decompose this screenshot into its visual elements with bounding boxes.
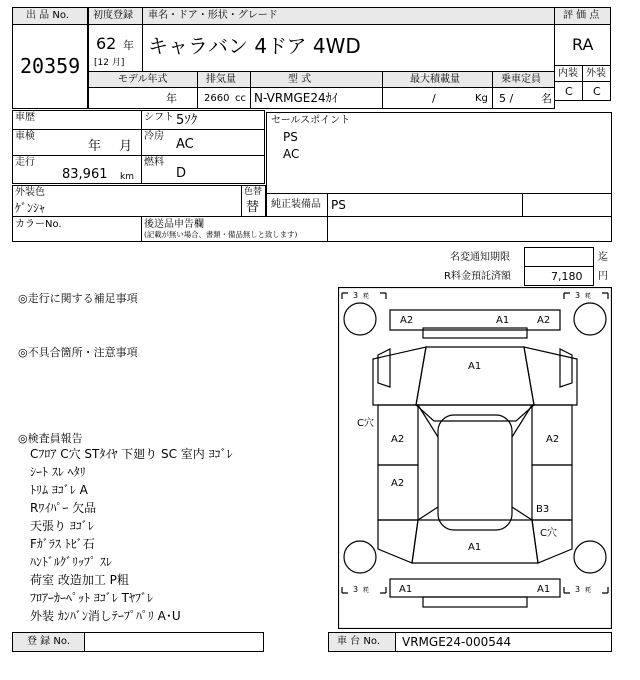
displacement-label: 排気量 [206, 74, 236, 85]
fuel-value: D [176, 166, 187, 181]
docs-label: 後送品申告欄 [144, 219, 204, 230]
mark-rear-bumper-right: A1 [537, 584, 551, 595]
ext-color-value: ｹﾞﾝｼｬ [15, 201, 46, 215]
mark-right-rear: B3 [536, 504, 550, 515]
docs-note: (記載が無い場合、書類・備品無しと致します) [144, 231, 298, 240]
defect-notes-title: ◎不具合箇所・注意事項 [18, 346, 138, 359]
inspector-line-1: Cﾌﾛｱ C穴 STﾀｲﾔ 下廻り SC 室内 ﾖｺﾞﾚ [30, 447, 233, 461]
max-load-label: 最大積載量 [410, 74, 460, 85]
auction-score: RA [572, 35, 594, 54]
first-registration-year-unit: 年 [123, 39, 134, 52]
car-damage-diagram [338, 287, 612, 629]
tire-rear-right-unit: 粍 [585, 587, 592, 594]
blank-cell-2 [327, 216, 612, 242]
tire-front-right-depth: 3 [575, 291, 581, 300]
ac-value: AC [176, 137, 194, 152]
mileage-label: 走行 [15, 157, 35, 168]
shift-label: シフト [144, 112, 174, 123]
diagram-frame [339, 288, 612, 629]
inspector-line-4: Rﾜｲﾊﾟｰ 欠品 [30, 501, 97, 515]
equipment-cell [327, 193, 523, 217]
rear-left-corner-shape [378, 520, 418, 563]
tire-front-left-unit: 粍 [363, 293, 370, 300]
left-mirror-shape [378, 349, 390, 387]
tire-front-right-unit: 粍 [585, 293, 592, 300]
capacity-value: 5 / [499, 92, 514, 105]
fuel-label: 燃料 [144, 157, 164, 168]
chassis-no-label: 車 台 No. [337, 636, 380, 647]
roof-shape [438, 415, 512, 530]
chassis-no-value: VRMGE24-000544 [402, 635, 512, 649]
exterior-score: C [593, 85, 601, 98]
exterior-label: 外装 [586, 68, 606, 79]
inspector-line-7: ﾊﾝﾄﾞﾙｸﾞﾘｯﾌﾟ ｽﾚ [30, 555, 112, 569]
inspector-line-2: ｼｰﾄ ｽﾚ ﾍﾀﾘ [30, 465, 86, 479]
interior-label: 内装 [558, 68, 578, 79]
car-name: キャラバン 4ドア 4WD [148, 34, 361, 58]
max-load-unit: Kg [475, 93, 488, 104]
tire-front-left-icon [344, 303, 376, 335]
equipment-label: 純正装備品 [271, 199, 321, 210]
rear-bumper-step-shape [423, 597, 527, 607]
first-registration-label: 初度登録 [93, 10, 133, 21]
capacity-unit: 名 [541, 92, 552, 105]
name-change-unit: 迄 [598, 252, 608, 263]
color-change-value: 替 [246, 200, 260, 215]
color-change-label: 色替 [244, 187, 263, 197]
name-change-label: 名変通知期限 [450, 252, 510, 263]
mark-left-rear-door: A2 [391, 478, 405, 489]
history-label: 車歴 [15, 112, 35, 123]
inspection-value: 年 月 [88, 139, 133, 154]
ac-label: 冷房 [144, 131, 164, 142]
mark-hood: A1 [468, 361, 482, 372]
ext-color-label: 外装色 [15, 187, 45, 198]
mark-left-door-hole: C穴 [357, 418, 374, 429]
displacement-unit: cc [235, 93, 246, 104]
mark-rear-bumper-left: A1 [399, 584, 413, 595]
first-registration-year: 62 [96, 34, 117, 53]
inspector-line-3: ﾄﾘﾑ ﾖｺﾞﾚ A [30, 483, 88, 497]
left-fender-shape [373, 347, 426, 405]
equipment-value: PS [331, 198, 346, 212]
tire-front-left-depth: 3 [353, 291, 359, 300]
inspection-label: 車検 [15, 131, 35, 142]
sales-point-item-1: PS [283, 130, 298, 144]
model-year-label: モデル年式 [118, 74, 168, 85]
recycle-fee-value: 7,180 [551, 270, 583, 283]
sales-point-label: セールスポイント [271, 115, 351, 126]
reg-no-value [84, 632, 264, 652]
tire-rear-left-unit: 粍 [363, 587, 370, 594]
displacement-value: 2660 [204, 93, 230, 104]
name-change-value [524, 247, 594, 267]
color-no-label: カラーNo. [15, 219, 62, 230]
reg-no-label: 登 録 No. [27, 636, 70, 647]
mileage-unit: km [120, 172, 134, 182]
rear-bumper-shape [390, 579, 560, 597]
front-bumper-shape [390, 310, 560, 330]
mileage-value: 83,961 [62, 167, 108, 182]
model-code-label: 型 式 [288, 74, 312, 85]
score-label: 評 価 点 [563, 10, 600, 21]
inspector-report-title: ◎検査員報告 [18, 432, 83, 445]
recycle-fee-label: R料金預託済額 [444, 271, 511, 282]
max-load-separator: / [432, 92, 436, 105]
tire-rear-right-icon [574, 541, 606, 573]
mark-front-bumper-right: A2 [537, 315, 551, 326]
lot-number-label: 出 品 No. [26, 10, 69, 21]
windshield-shape [416, 405, 534, 421]
right-mirror-shape [560, 349, 572, 387]
capacity-label: 乗車定員 [501, 74, 541, 85]
driving-notes-title: ◎走行に関する補足事項 [18, 292, 138, 305]
inspector-line-10: 外装 ｶﾝﾊﾞﾝ消しﾃｰﾌﾟﾊﾟﾘ A･U [30, 609, 181, 623]
mark-right-front-door: A2 [546, 434, 560, 445]
interior-score: C [565, 85, 573, 98]
tire-rear-left-depth: 3 [353, 585, 359, 594]
inspector-line-5: 天張り ﾖｺﾞﾚ [30, 519, 94, 533]
car-name-label: 車名・ドア・形状・グレード [148, 10, 278, 21]
lot-number: 20359 [20, 54, 81, 78]
sales-point-item-2: AC [283, 147, 300, 161]
mark-front-bumper-left: A2 [400, 315, 414, 326]
mark-rear: A1 [468, 542, 482, 553]
tire-front-right-icon [574, 303, 606, 335]
inspector-line-8: 荷室 改造加工 P粗 [30, 573, 129, 587]
model-year-unit: 年 [166, 92, 177, 105]
tire-rear-right-depth: 3 [575, 585, 581, 594]
mark-front-bumper-center: A1 [496, 315, 510, 326]
shift-value: 5ｿｸ [176, 113, 198, 128]
blank-cell [522, 193, 612, 217]
mark-left-front-door: A2 [391, 434, 405, 445]
left-rear-door-shape [378, 465, 418, 520]
tire-rear-left-icon [344, 541, 376, 573]
recycle-fee-unit: 円 [598, 271, 608, 282]
mark-right-rear-hole: C穴 [540, 528, 557, 539]
rear-right-corner-shape [532, 520, 572, 563]
inspector-line-9: ﾌﾛｱｰｶｰﾍﾟｯﾄ ﾖｺﾞﾚ Tﾔﾌﾞﾚ [30, 591, 153, 605]
model-code: N-VRMGE24ｶｲ [254, 91, 338, 105]
inspector-line-6: Fｶﾞﾗｽ ﾄﾋﾞ石 [30, 537, 95, 551]
ext-color-cell [12, 185, 242, 217]
right-fender-shape [524, 347, 577, 405]
hood-shape [416, 347, 534, 405]
first-registration-month: [12 月] [94, 58, 125, 68]
